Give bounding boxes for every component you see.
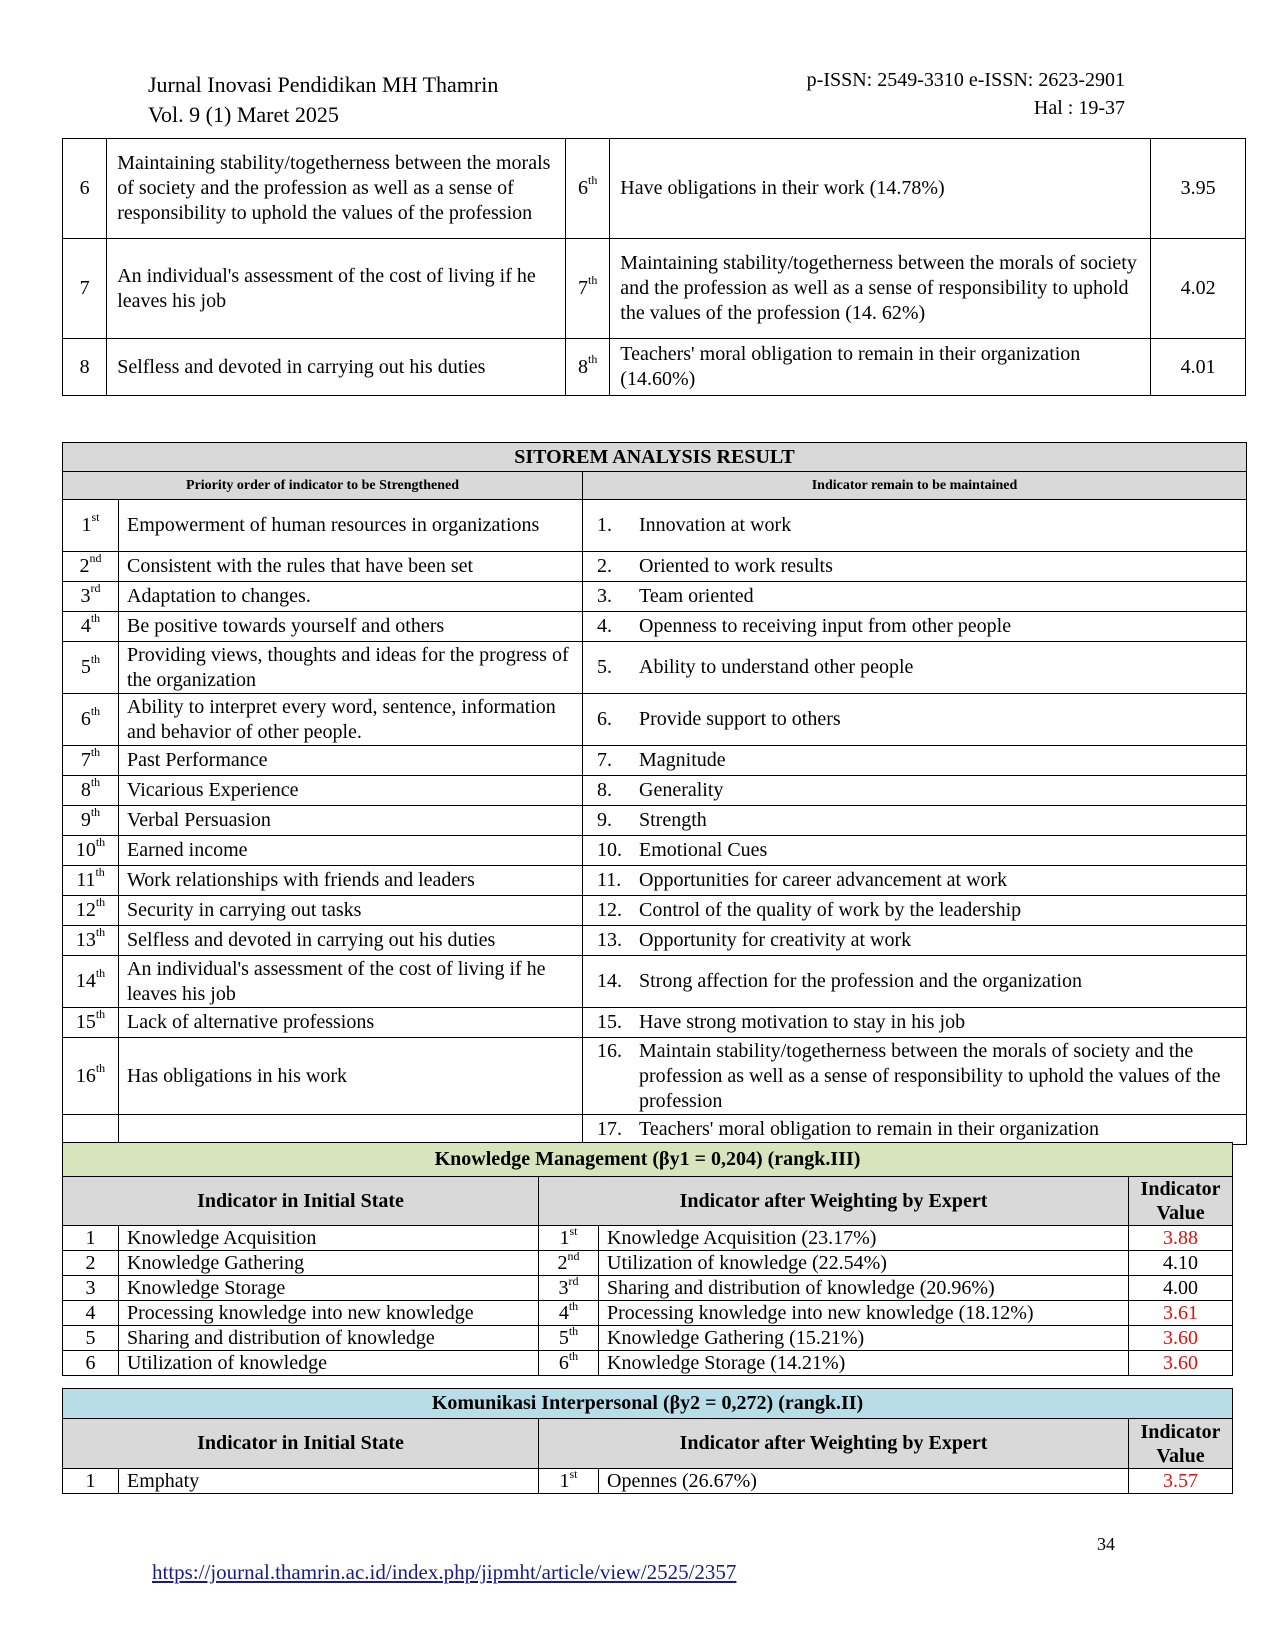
maintain-item xyxy=(597,808,1238,833)
rank-suffix: th xyxy=(90,805,101,819)
rank-number: 6 xyxy=(80,708,91,730)
rank-number: 1 xyxy=(81,514,92,536)
rank-number: 3 xyxy=(558,1277,569,1299)
sitorem-row xyxy=(63,896,1247,926)
maintain-item xyxy=(597,1117,1238,1142)
rank-suffix: st xyxy=(91,510,100,524)
sitorem-row xyxy=(63,746,1247,776)
maintain-item xyxy=(597,898,1238,923)
row-number: 2 xyxy=(63,1251,119,1276)
rank-suffix: th xyxy=(90,745,101,759)
maintain-indicator-cell xyxy=(583,642,1247,694)
maintain-indicator-cell xyxy=(583,1008,1247,1038)
initial-indicator: Utilization of knowledge xyxy=(119,1351,539,1376)
maintain-item xyxy=(597,513,1238,538)
priority-rank xyxy=(63,552,119,582)
maintain-item xyxy=(597,1010,1238,1035)
maintain-number: 7. xyxy=(597,749,612,771)
rank-number: 12 xyxy=(75,899,96,921)
weighted-indicator: Knowledge Storage (14.21%) xyxy=(599,1351,1129,1376)
strengthen-indicator: Lack of alternative professions xyxy=(119,1008,583,1038)
strengthen-indicator: An individual's assessment of the cost of living if he leaves his job xyxy=(119,956,583,1008)
rank-suffix: st xyxy=(569,1224,578,1238)
rank-number: 16 xyxy=(75,1064,96,1087)
rank-number: 1 xyxy=(559,1227,570,1249)
table-row xyxy=(63,239,1246,339)
priority-rank xyxy=(63,806,119,836)
maintain-number: 17. xyxy=(597,1118,622,1140)
sitorem-row xyxy=(63,956,1247,1008)
rank-suffix: th xyxy=(568,1349,579,1363)
maintain-indicator: Ability to understand other people xyxy=(639,656,914,678)
maintain-indicator-cell xyxy=(583,866,1247,896)
col-strengthen-header: Priority order of indicator to be Strengthened xyxy=(63,472,583,500)
sitorem-row xyxy=(63,1008,1247,1038)
priority-rank xyxy=(63,956,119,1008)
priority-rank xyxy=(63,776,119,806)
maintain-indicator: Control of the quality of work by the leadership xyxy=(639,899,1022,921)
table-row xyxy=(63,1251,1233,1276)
priority-rank xyxy=(63,1115,119,1145)
priority-rank xyxy=(63,926,119,956)
maintain-indicator: Magnitude xyxy=(639,749,726,771)
km-col-weighted: Indicator after Weighting by Expert xyxy=(539,1177,1129,1226)
maintain-indicator-cell xyxy=(583,552,1247,582)
row-number: 5 xyxy=(63,1326,119,1351)
strengthen-indicator: Vicarious Experience xyxy=(119,776,583,806)
indicator-value: 4.02 xyxy=(1151,239,1246,339)
rank-number: 11 xyxy=(76,869,96,891)
maintain-item xyxy=(597,969,1238,994)
strengthen-indicator: Be positive towards yourself and others xyxy=(119,612,583,642)
indicator-value: 3.95 xyxy=(1151,139,1246,239)
strengthen-indicator: Security in carrying out tasks xyxy=(119,896,583,926)
issn-text: p-ISSN: 2549-3310 e-ISSN: 2623-2901 xyxy=(806,69,1125,91)
rank-number: 4 xyxy=(558,1302,569,1324)
row-number: 1 xyxy=(63,1226,119,1251)
maintain-item xyxy=(597,748,1238,773)
maintain-item xyxy=(597,614,1238,639)
indicator-value: 3.88 xyxy=(1129,1226,1233,1251)
weighted-rank xyxy=(566,339,610,396)
weighted-rank xyxy=(566,239,610,339)
table-row xyxy=(63,139,1246,239)
table-row xyxy=(63,1276,1233,1301)
strengthen-indicator: Selfless and devoted in carrying out his duties xyxy=(119,926,583,956)
sitorem-row xyxy=(63,642,1247,694)
maintain-number: 3. xyxy=(597,585,612,607)
maintain-number: 9. xyxy=(597,809,612,831)
maintain-item xyxy=(597,868,1238,893)
maintain-indicator: Teachers' moral obligation to remain in their organization xyxy=(639,1118,1100,1140)
strengthen-indicator: Consistent with the rules that have been set xyxy=(119,552,583,582)
priority-rank xyxy=(63,1038,119,1115)
rank-suffix: th xyxy=(95,1007,106,1021)
maintain-indicator: Team oriented xyxy=(639,585,754,607)
row-number: 4 xyxy=(63,1301,119,1326)
maintain-item xyxy=(597,554,1238,579)
sitorem-table xyxy=(62,442,1247,1145)
initial-indicator: Maintaining stability/togetherness between the morals of society and the profession as well as a sense of responsibility to uphold the values of the profession xyxy=(107,139,566,239)
rank-number: 4 xyxy=(80,615,91,637)
initial-indicator: Emphaty xyxy=(119,1469,539,1494)
rank-number: 6 xyxy=(558,1352,569,1374)
rank-suffix: th xyxy=(568,1299,579,1313)
maintain-number: 16. xyxy=(597,1039,622,1062)
row-number: 6 xyxy=(63,1351,119,1376)
rank-number: 6 xyxy=(578,177,588,199)
row-number: 1 xyxy=(63,1469,119,1494)
maintain-indicator: Strong affection for the profession and the organization xyxy=(639,970,1083,992)
strengthen-indicator: Verbal Persuasion xyxy=(119,806,583,836)
weighted-indicator: Utilization of knowledge (22.54%) xyxy=(599,1251,1129,1276)
article-url-link[interactable]: https://journal.thamrin.ac.id/index.php/jipmht/article/view/2525/2357 xyxy=(152,1560,737,1584)
strengthen-indicator: Has obligations in his work xyxy=(119,1038,583,1115)
strengthen-indicator xyxy=(119,1115,583,1145)
maintain-item xyxy=(597,778,1238,803)
km-col-initial: Indicator in Initial State xyxy=(63,1177,539,1226)
weighted-indicator: Opennes (26.67%) xyxy=(599,1469,1129,1494)
maintain-number: 8. xyxy=(597,779,612,801)
rank-suffix: th xyxy=(90,611,101,625)
maintain-number: 2. xyxy=(597,555,612,577)
table-row xyxy=(63,1351,1233,1376)
maintain-indicator: Oriented to work results xyxy=(639,555,833,577)
indicator-value: 3.60 xyxy=(1129,1351,1233,1376)
rank-suffix: rd xyxy=(90,581,101,595)
sitorem-title: SITOREM ANALYSIS RESULT xyxy=(63,443,1247,472)
priority-rank xyxy=(63,866,119,896)
rank-suffix: nd xyxy=(89,551,102,565)
rank-number: 13 xyxy=(75,929,96,951)
maintain-indicator-cell xyxy=(583,806,1247,836)
maintain-indicator-cell xyxy=(583,500,1247,552)
maintain-number: 6. xyxy=(597,708,612,730)
rank-number: 9 xyxy=(80,809,91,831)
maintain-indicator-cell xyxy=(583,582,1247,612)
maintain-indicator-cell xyxy=(583,612,1247,642)
rank-suffix: th xyxy=(95,966,106,980)
sitorem-row xyxy=(63,806,1247,836)
journal-volume: Vol. 9 (1) Maret 2025 xyxy=(148,102,339,127)
maintain-item xyxy=(597,707,1238,732)
row-number: 3 xyxy=(63,1276,119,1301)
sitorem-row xyxy=(63,582,1247,612)
rank-number: 5 xyxy=(558,1327,569,1349)
row-number: 8 xyxy=(63,339,107,396)
maintain-number: 15. xyxy=(597,1011,622,1033)
weighted-indicator: Knowledge Acquisition (23.17%) xyxy=(599,1226,1129,1251)
weighted-rank xyxy=(539,1326,599,1351)
knowledge-management-table xyxy=(62,1142,1233,1376)
rank-suffix: nd xyxy=(567,1249,580,1263)
strengthen-indicator: Past Performance xyxy=(119,746,583,776)
rank-suffix: th xyxy=(588,273,598,287)
maintain-indicator: Strength xyxy=(639,809,707,831)
strengthen-indicator: Ability to interpret every word, sentence, information and behavior of other people. xyxy=(119,694,583,746)
priority-rank xyxy=(63,896,119,926)
rank-number: 5 xyxy=(80,656,91,678)
table-row xyxy=(63,339,1246,396)
indicator-value: 3.60 xyxy=(1129,1326,1233,1351)
priority-rank xyxy=(63,612,119,642)
weighted-indicator: Have obligations in their work (14.78%) xyxy=(610,139,1151,239)
rank-number: 3 xyxy=(80,585,91,607)
sitorem-row xyxy=(63,926,1247,956)
interpersonal-communication-table xyxy=(62,1388,1233,1494)
rank-suffix: th xyxy=(95,925,106,939)
maintain-indicator: Opportunities for career advancement at work xyxy=(639,869,1008,891)
journal-header xyxy=(148,70,498,130)
rank-suffix: th xyxy=(90,704,101,718)
table-row xyxy=(63,1301,1233,1326)
indicator-value: 4.01 xyxy=(1151,339,1246,396)
indicator-value: 4.10 xyxy=(1129,1251,1233,1276)
priority-rank xyxy=(63,836,119,866)
maintain-indicator: Maintain stability/togetherness between the morals of society and the profession as well as a sense of responsibility to uphold the values of the profession xyxy=(639,1039,1221,1112)
rank-number: 8 xyxy=(80,779,91,801)
maintain-indicator-cell xyxy=(583,1038,1247,1115)
priority-rank xyxy=(63,746,119,776)
strengthen-indicator: Adaptation to changes. xyxy=(119,582,583,612)
maintain-indicator-cell xyxy=(583,956,1247,1008)
maintain-item xyxy=(597,584,1238,609)
weighted-indicator: Teachers' moral obligation to remain in their organization (14.60%) xyxy=(610,339,1151,396)
initial-indicator: Knowledge Gathering xyxy=(119,1251,539,1276)
row-number: 6 xyxy=(63,139,107,239)
maintain-indicator: Emotional Cues xyxy=(639,839,768,861)
table-row xyxy=(63,1469,1233,1494)
initial-indicator: Sharing and distribution of knowledge xyxy=(119,1326,539,1351)
maintain-indicator-cell xyxy=(583,836,1247,866)
sitorem-row xyxy=(63,1038,1247,1115)
maintain-indicator: Generality xyxy=(639,779,724,801)
sitorem-row xyxy=(63,866,1247,896)
sitorem-row xyxy=(63,612,1247,642)
rank-number: 10 xyxy=(75,839,96,861)
initial-indicator: Knowledge Acquisition xyxy=(119,1226,539,1251)
weighted-indicator: Processing knowledge into new knowledge (18.12%) xyxy=(599,1301,1129,1326)
weighted-rank xyxy=(539,1301,599,1326)
maintain-item xyxy=(597,928,1238,953)
rank-suffix: th xyxy=(90,652,101,666)
row-number: 7 xyxy=(63,239,107,339)
rank-number: 15 xyxy=(75,1011,96,1033)
maintain-indicator-cell xyxy=(583,694,1247,746)
maintain-number: 5. xyxy=(597,656,612,678)
maintain-indicator-cell xyxy=(583,926,1247,956)
table-row xyxy=(63,1226,1233,1251)
rank-suffix: rd xyxy=(568,1274,579,1288)
rank-suffix: st xyxy=(569,1467,578,1481)
maintain-number: 14. xyxy=(597,970,622,992)
indicator-value: 4.00 xyxy=(1129,1276,1233,1301)
sitorem-row xyxy=(63,776,1247,806)
ki-col-value: Indicator Value xyxy=(1129,1419,1233,1469)
table-row xyxy=(63,1326,1233,1351)
weighted-rank xyxy=(566,139,610,239)
maintain-indicator-cell xyxy=(583,896,1247,926)
rank-suffix: th xyxy=(568,1324,579,1338)
priority-rank xyxy=(63,694,119,746)
page-range: Hal : 19-37 xyxy=(1033,97,1125,119)
maintain-indicator-cell xyxy=(583,746,1247,776)
weighted-indicator: Maintaining stability/togetherness between the morals of society and the profession as well as a sense of responsibility to uphold the values of the profession (14. 62%) xyxy=(610,239,1151,339)
maintain-number: 10. xyxy=(597,839,622,861)
maintain-indicator-cell xyxy=(583,1115,1247,1145)
weighted-rank xyxy=(539,1226,599,1251)
rank-number: 1 xyxy=(559,1470,570,1492)
rank-number: 2 xyxy=(79,555,90,577)
rank-suffix: th xyxy=(90,775,101,789)
rank-number: 2 xyxy=(557,1252,568,1274)
rank-suffix: th xyxy=(588,173,598,187)
strengthen-indicator: Empowerment of human resources in organizations xyxy=(119,500,583,552)
priority-rank xyxy=(63,500,119,552)
sitorem-row xyxy=(63,836,1247,866)
maintain-indicator: Have strong motivation to stay in his job xyxy=(639,1011,966,1033)
journal-title: Jurnal Inovasi Pendidikan MH Thamrin xyxy=(148,72,499,97)
continuation-table xyxy=(62,138,1246,396)
maintain-item xyxy=(597,1039,1238,1114)
ki-title: Komunikasi Interpersonal (βy2 = 0,272) (rangk.II) xyxy=(63,1389,1233,1419)
issn-header xyxy=(807,66,1125,122)
strengthen-indicator: Providing views, thoughts and ideas for the progress of the organization xyxy=(119,642,583,694)
weighted-rank xyxy=(539,1251,599,1276)
maintain-indicator: Innovation at work xyxy=(639,514,792,536)
rank-number: 7 xyxy=(578,277,588,299)
maintain-indicator-cell xyxy=(583,776,1247,806)
weighted-rank xyxy=(539,1351,599,1376)
maintain-number: 1. xyxy=(597,514,612,536)
priority-rank xyxy=(63,1008,119,1038)
sitorem-row xyxy=(63,1115,1247,1145)
maintain-number: 11. xyxy=(597,869,622,891)
ki-col-initial: Indicator in Initial State xyxy=(63,1419,539,1469)
priority-rank xyxy=(63,582,119,612)
km-title: Knowledge Management (βy1 = 0,204) (rangk.III) xyxy=(63,1143,1233,1177)
strengthen-indicator: Earned income xyxy=(119,836,583,866)
priority-rank xyxy=(63,642,119,694)
rank-suffix: th xyxy=(95,835,106,849)
sitorem-row xyxy=(63,500,1247,552)
initial-indicator: Processing knowledge into new knowledge xyxy=(119,1301,539,1326)
col-maintain-header: Indicator remain to be maintained xyxy=(583,472,1247,500)
sitorem-row xyxy=(63,694,1247,746)
weighted-rank xyxy=(539,1469,599,1494)
maintain-number: 12. xyxy=(597,899,622,921)
initial-indicator: An individual's assessment of the cost of living if he leaves his job xyxy=(107,239,566,339)
rank-suffix: th xyxy=(95,1060,106,1075)
indicator-value: 3.61 xyxy=(1129,1301,1233,1326)
maintain-number: 4. xyxy=(597,615,612,637)
page-number: 34 xyxy=(1097,1534,1115,1554)
maintain-indicator: Opportunity for creativity at work xyxy=(639,929,912,951)
maintain-item xyxy=(597,655,1238,680)
maintain-indicator: Provide support to others xyxy=(639,708,841,730)
rank-number: 8 xyxy=(578,355,588,378)
strengthen-indicator: Work relationships with friends and leaders xyxy=(119,866,583,896)
indicator-value: 3.57 xyxy=(1129,1469,1233,1494)
rank-suffix: th xyxy=(588,351,598,366)
rank-number: 7 xyxy=(80,749,91,771)
initial-indicator: Selfless and devoted in carrying out his duties xyxy=(107,339,566,396)
ki-col-weighted: Indicator after Weighting by Expert xyxy=(539,1419,1129,1469)
maintain-number: 13. xyxy=(597,929,622,951)
weighted-rank xyxy=(539,1276,599,1301)
weighted-indicator: Knowledge Gathering (15.21%) xyxy=(599,1326,1129,1351)
weighted-indicator: Sharing and distribution of knowledge (20.96%) xyxy=(599,1276,1129,1301)
maintain-indicator: Openness to receiving input from other people xyxy=(639,615,1012,637)
km-col-value: Indicator Value xyxy=(1129,1177,1233,1226)
rank-suffix: th xyxy=(95,865,105,879)
initial-indicator: Knowledge Storage xyxy=(119,1276,539,1301)
rank-number: 14 xyxy=(75,970,96,992)
sitorem-row xyxy=(63,552,1247,582)
maintain-item xyxy=(597,838,1238,863)
rank-suffix: th xyxy=(95,895,106,909)
